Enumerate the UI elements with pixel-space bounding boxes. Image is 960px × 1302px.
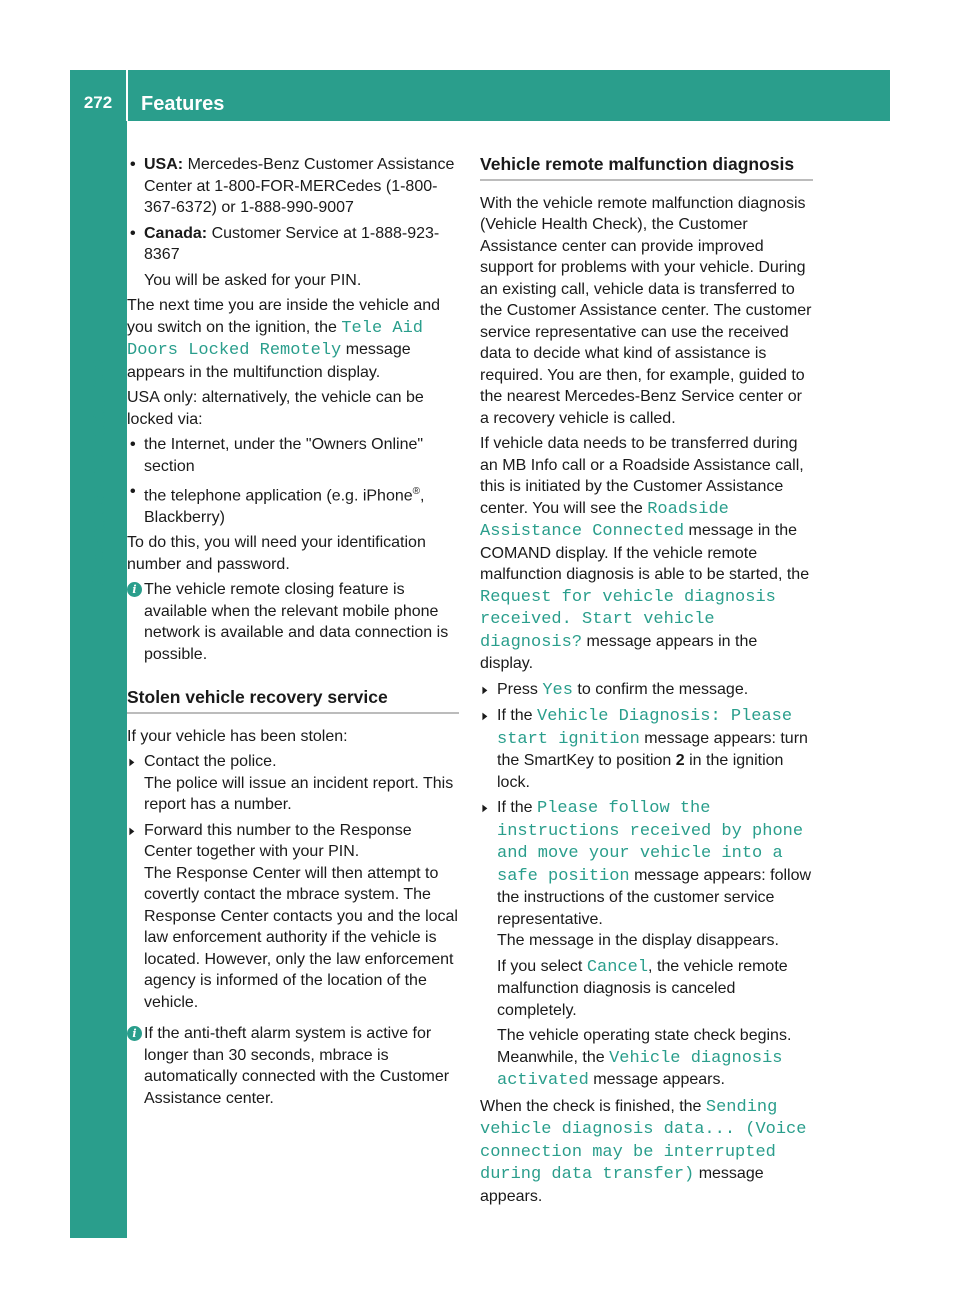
left-column [127, 154, 459, 1113]
diagnosis-intro: With the vehicle remote malfunction diagnosis (Vehicle Health Check), the Customer Assistance center can provide improved support for problems with your vehicle. During an existing call, vehicle data is transferred to the Customer Assistance center. The customer service representative can use the received data to decide what kind of assistance is required. You are then, for example, guided to the nearest Mercedes-Benz Service center or a recovery vehicle is called. [480, 194, 812, 427]
page-header [70, 70, 890, 121]
usa-only-paragraph: USA only: alternatively, the vehicle can be locked via: [127, 389, 424, 428]
display-message: Roadside Assistance Connected [480, 499, 729, 541]
display-message: Vehicle Diagnosis: Please start ignition [497, 707, 793, 749]
info-icon: i [127, 1026, 142, 1041]
display-message: Tele Aid Doors Locked Remotely [127, 318, 423, 360]
heading-stolen-vehicle: Stolen vehicle recovery service [127, 687, 459, 714]
info-note-remote-closing: i The vehicle remote closing feature is available when the relevant mobile phone network is available and data connection is possible. [127, 579, 459, 665]
step-follow-instructions: ▶ If the Please follow the instructions received by phone and move your vehicle into a safe position message appears: follow the instructions of the customer service representative. The message in the display disappears. [480, 797, 813, 952]
info-note-anti-theft: i If the anti-theft alarm system is active for longer than 30 seconds, mbrace is automatically connected with the Customer Assistance center. [127, 1023, 459, 1109]
contact-canada: • Canada: Customer Service at 1-888-923-8367 [127, 223, 459, 266]
display-message: Cancel [586, 957, 649, 977]
display-message: Sending vehicle diagnosis data... (Voice connection may be interrupted during data transfer) [480, 1097, 807, 1184]
next-time-paragraph: The next time you are inside the vehicle and you switch on the ignition, the Tele Aid Doors Locked Remotely message appears in the multifunction display. [127, 297, 441, 381]
page-number: 272 [83, 93, 113, 112]
section-title: Features [141, 93, 225, 115]
stolen-intro: If your vehicle has been stolen: [127, 727, 348, 745]
heading-remote-diagnosis: Vehicle remote malfunction diagnosis [480, 154, 813, 181]
step-forward-number: ▶ Forward this number to the Response Center together with your PIN. The Response Center will then attempt to covertly contact the mbrace system. The Response Center contacts you and the local law enforcement authority if the vehicle is located. However, only the law enforcement agency is informed of the location of the vehicle. [127, 820, 459, 1014]
bullet-internet: • the Internet, under the "Owners Online" section [127, 434, 459, 477]
display-message: Yes [542, 680, 573, 700]
diagnosis-transfer-paragraph: If vehicle data needs to be transferred during an MB Info call or a Roadside Assistance call, this is initiated by the Customer Assistance center. You will see the Roadside Assistance Connected message in the COMAND display. If the vehicle remote malfunction diagnosis is able to be started, the Request for vehicle diagnosis received. Start vehicle diagnosis? message appears in the display. [480, 435, 810, 672]
display-message: Vehicle diagnosis activated [497, 1048, 783, 1090]
check-paragraph: The vehicle operating state check begins. Meanwhile, the Vehicle diagnosis activated message appears. [497, 1027, 792, 1090]
sidebar-bar [70, 121, 127, 1238]
finish-paragraph: When the check is finished, the Sending vehicle diagnosis data... (Voice connection may be interrupted during data transfer) message appears. [480, 1097, 807, 1205]
bullet-phone: • the telephone application (e.g. iPhone®, Blackberry) [127, 481, 459, 528]
info-icon: i [127, 582, 142, 597]
step-press-yes: ▶ Press Yes to confirm the message. [480, 679, 813, 702]
right-column [480, 154, 813, 1211]
step-contact-police: ▶ Contact the police. The police will issue an incident report. This report has a number. [127, 751, 459, 816]
display-message: Please follow the instructions received by phone and move your vehicle into a safe position [497, 799, 804, 886]
pin-note: You will be asked for your PIN. [144, 271, 362, 289]
contact-usa: • USA: Mercedes-Benz Customer Assistance Center at 1-800-FOR-MERCedes (1-800-367-6372) or 1-888-990-9007 [127, 154, 459, 219]
todo-paragraph: To do this, you will need your identification number and password. [127, 534, 426, 573]
cancel-paragraph: If you select Cancel, the vehicle remote malfunction diagnosis is canceled completely. [497, 957, 788, 1019]
display-message: Request for vehicle diagnosis received. Start vehicle diagnosis? [480, 587, 776, 652]
step-start-ignition: ▶ If the Vehicle Diagnosis: Please start ignition message appears: turn the SmartKey to position 2 in the ignition lock. [480, 705, 813, 793]
header-divider [126, 70, 128, 121]
